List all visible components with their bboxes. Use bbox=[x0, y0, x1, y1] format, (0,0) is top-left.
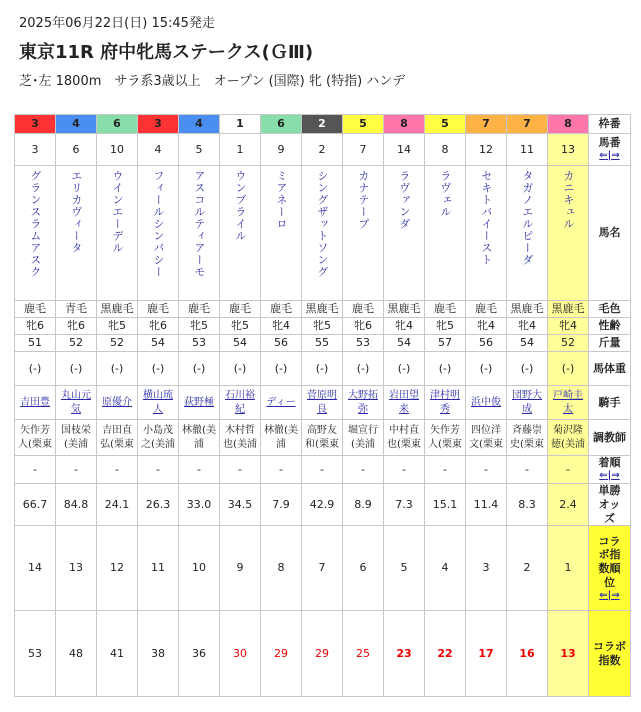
jockey-link[interactable]: 大野拓弥 bbox=[348, 390, 378, 415]
trainer-text: 四位洋文(栗東 bbox=[469, 425, 503, 450]
jockey-link[interactable]: 石川裕紀 bbox=[225, 390, 255, 415]
cell-body: (-) bbox=[138, 352, 179, 386]
cell-finish: - bbox=[425, 456, 466, 484]
cell-coat: 黒鹿毛 bbox=[302, 301, 343, 318]
jockey-link[interactable]: 丸山元気 bbox=[61, 390, 91, 415]
cell-waku: 7 bbox=[507, 115, 548, 134]
label-odds bbox=[589, 484, 631, 526]
index-value: 22 bbox=[437, 646, 453, 660]
cell-waku: 6 bbox=[97, 115, 138, 134]
cell-coat: 鹿毛 bbox=[343, 301, 384, 318]
cell-sexage: 牝5 bbox=[179, 318, 220, 335]
cell-rank: 4 bbox=[425, 526, 466, 611]
index-value: 23 bbox=[396, 646, 412, 660]
horse-name-link[interactable]: ウインエーデル bbox=[110, 170, 124, 254]
label-jockey bbox=[589, 386, 631, 420]
cell-body: (-) bbox=[302, 352, 343, 386]
row-body bbox=[15, 352, 631, 386]
jockey-link[interactable]: 菅原明良 bbox=[307, 390, 337, 415]
cell-trainer[interactable] bbox=[220, 420, 261, 456]
cell-name[interactable] bbox=[466, 166, 507, 301]
cell-weight: 54 bbox=[138, 335, 179, 352]
cell-sexage: 牝5 bbox=[220, 318, 261, 335]
label-text: コラボ指数 bbox=[593, 640, 626, 667]
cell-weight: 55 bbox=[302, 335, 343, 352]
cell-body: (-) bbox=[220, 352, 261, 386]
cell-sexage: 牝4 bbox=[548, 318, 589, 335]
cell-trainer[interactable] bbox=[15, 420, 56, 456]
cell-umaban: 7 bbox=[343, 134, 384, 166]
label-text: 馬体重 bbox=[593, 361, 626, 375]
trainer-text: 堀宣行(美浦 bbox=[348, 425, 378, 450]
index-value: 17 bbox=[478, 646, 494, 660]
cell-odds: 2.4 bbox=[548, 484, 589, 526]
cell-waku: 7 bbox=[466, 115, 507, 134]
cell-finish: - bbox=[179, 456, 220, 484]
label-text: 斤量 bbox=[598, 336, 621, 350]
label-text: 枠番 bbox=[598, 117, 621, 131]
index-value: 41 bbox=[110, 646, 124, 660]
cell-sexage: 牝5 bbox=[97, 318, 138, 335]
sort-nav-link[interactable]: ⇐|⇒ bbox=[599, 470, 620, 482]
trainer-text: 中村直也(栗東 bbox=[387, 425, 421, 450]
cell-rank: 6 bbox=[343, 526, 384, 611]
cell-umaban: 14 bbox=[384, 134, 425, 166]
cell-coat: 青毛 bbox=[56, 301, 97, 318]
cell-coat: 鹿毛 bbox=[15, 301, 56, 318]
cell-body: (-) bbox=[56, 352, 97, 386]
cell-sexage: 牝5 bbox=[425, 318, 466, 335]
cell-waku: 5 bbox=[343, 115, 384, 134]
cell-umaban: 2 bbox=[302, 134, 343, 166]
cell-rank: 9 bbox=[220, 526, 261, 611]
cell-body: (-) bbox=[179, 352, 220, 386]
cell-weight: 52 bbox=[56, 335, 97, 352]
label-weight bbox=[589, 335, 631, 352]
cell-waku: 1 bbox=[220, 115, 261, 134]
cell-weight: 54 bbox=[507, 335, 548, 352]
cell-finish: - bbox=[507, 456, 548, 484]
index-value: 36 bbox=[192, 646, 206, 660]
cell-weight: 51 bbox=[15, 335, 56, 352]
label-text: 毛色 bbox=[598, 302, 621, 316]
label-sexage bbox=[589, 318, 631, 335]
cell-jockey[interactable] bbox=[15, 386, 56, 420]
cell-jockey[interactable] bbox=[261, 386, 302, 420]
cell-jockey[interactable] bbox=[138, 386, 179, 420]
cell-umaban: 11 bbox=[507, 134, 548, 166]
cell-finish: - bbox=[138, 456, 179, 484]
sort-nav-link[interactable]: ⇐|⇒ bbox=[599, 150, 620, 162]
cell-sexage: 牝4 bbox=[466, 318, 507, 335]
cell-coat: 黒鹿毛 bbox=[97, 301, 138, 318]
cell-odds: 26.3 bbox=[138, 484, 179, 526]
label-text: 着順 bbox=[598, 456, 621, 470]
cell-finish: - bbox=[220, 456, 261, 484]
entry-table bbox=[14, 114, 631, 697]
cell-sexage: 牝6 bbox=[343, 318, 384, 335]
race-conditions: 芝･左 1800m サラ系3歳以上 オープン (国際) 牝 (特指) ハンデ bbox=[19, 74, 406, 89]
index-value: 29 bbox=[315, 646, 329, 660]
cell-weight: 56 bbox=[466, 335, 507, 352]
cell-odds: 7.9 bbox=[261, 484, 302, 526]
cell-trainer[interactable] bbox=[343, 420, 384, 456]
jockey-link[interactable]: 吉田豊 bbox=[20, 396, 50, 408]
cell-weight: 57 bbox=[425, 335, 466, 352]
cell-trainer[interactable] bbox=[97, 420, 138, 456]
cell-rank: 13 bbox=[56, 526, 97, 611]
cell-body: (-) bbox=[97, 352, 138, 386]
horse-name-link[interactable]: セキトバイースト bbox=[479, 170, 493, 266]
cell-finish: - bbox=[97, 456, 138, 484]
label-waku bbox=[589, 115, 631, 134]
sort-nav-link[interactable]: ⇐|⇒ bbox=[599, 589, 620, 601]
cell-finish: - bbox=[384, 456, 425, 484]
cell-index bbox=[15, 611, 56, 697]
cell-finish: - bbox=[15, 456, 56, 484]
label-trainer bbox=[589, 420, 631, 456]
trainer-text: 木村哲也(美浦 bbox=[223, 425, 257, 450]
cell-umaban: 12 bbox=[466, 134, 507, 166]
jockey-link[interactable]: 浜中俊 bbox=[471, 396, 501, 408]
cell-sexage: 牝6 bbox=[138, 318, 179, 335]
cell-finish: - bbox=[343, 456, 384, 484]
cell-waku: 6 bbox=[261, 115, 302, 134]
cell-rank: 11 bbox=[138, 526, 179, 611]
cell-jockey[interactable] bbox=[507, 386, 548, 420]
jockey-link[interactable]: 横山琉人 bbox=[143, 390, 173, 415]
cell-rank: 2 bbox=[507, 526, 548, 611]
cell-trainer[interactable] bbox=[507, 420, 548, 456]
trainer-text: 斉藤崇史(栗東 bbox=[510, 425, 544, 450]
row-jockey bbox=[15, 386, 631, 420]
cell-jockey[interactable] bbox=[343, 386, 384, 420]
cell-finish: - bbox=[466, 456, 507, 484]
cell-body: (-) bbox=[343, 352, 384, 386]
row-trainer bbox=[15, 420, 631, 456]
cell-sexage: 牝6 bbox=[15, 318, 56, 335]
cell-coat: 鹿毛 bbox=[425, 301, 466, 318]
label-text: 調教師 bbox=[593, 430, 626, 444]
cell-coat: 黒鹿毛 bbox=[507, 301, 548, 318]
horse-name-link[interactable]: カニキュル bbox=[561, 170, 575, 230]
cell-odds: 11.4 bbox=[466, 484, 507, 526]
jockey-link[interactable]: 荻野極 bbox=[184, 396, 214, 408]
cell-name[interactable] bbox=[179, 166, 220, 301]
jockey-link[interactable]: 団野大成 bbox=[512, 390, 542, 415]
cell-coat: 鹿毛 bbox=[261, 301, 302, 318]
race-date: 2025年06月22日(日) 15:45発走 bbox=[19, 16, 215, 31]
cell-body: (-) bbox=[425, 352, 466, 386]
cell-name[interactable] bbox=[15, 166, 56, 301]
cell-index bbox=[138, 611, 179, 697]
cell-odds: 33.0 bbox=[179, 484, 220, 526]
cell-trainer[interactable] bbox=[261, 420, 302, 456]
horse-name-link[interactable]: タガノエルピーダ bbox=[520, 170, 534, 266]
trainer-text: 林徹(美浦 bbox=[264, 425, 298, 450]
cell-coat: 黒鹿毛 bbox=[548, 301, 589, 318]
cell-name[interactable] bbox=[548, 166, 589, 301]
cell-weight: 54 bbox=[220, 335, 261, 352]
cell-umaban: 4 bbox=[138, 134, 179, 166]
cell-name[interactable] bbox=[425, 166, 466, 301]
cell-waku: 3 bbox=[15, 115, 56, 134]
cell-jockey[interactable] bbox=[425, 386, 466, 420]
row-odds bbox=[15, 484, 631, 526]
cell-waku: 8 bbox=[384, 115, 425, 134]
horse-name-link[interactable]: エリカヴィータ bbox=[69, 170, 83, 254]
row-rank bbox=[15, 526, 631, 611]
cell-odds: 84.8 bbox=[56, 484, 97, 526]
label-coat bbox=[589, 301, 631, 318]
cell-index bbox=[548, 611, 589, 697]
cell-name[interactable] bbox=[220, 166, 261, 301]
horse-name-link[interactable]: フィールシンパシー bbox=[151, 170, 165, 278]
cell-jockey[interactable] bbox=[302, 386, 343, 420]
cell-body: (-) bbox=[384, 352, 425, 386]
label-text: 騎手 bbox=[598, 395, 621, 409]
cell-coat: 鹿毛 bbox=[179, 301, 220, 318]
cell-body: (-) bbox=[466, 352, 507, 386]
row-umaban bbox=[15, 134, 631, 166]
cell-index bbox=[425, 611, 466, 697]
cell-umaban: 8 bbox=[425, 134, 466, 166]
cell-jockey[interactable] bbox=[97, 386, 138, 420]
index-value: 16 bbox=[519, 646, 535, 660]
cell-body: (-) bbox=[507, 352, 548, 386]
trainer-text: 矢作芳人(栗東 bbox=[428, 425, 462, 450]
label-text: 性齢 bbox=[598, 319, 621, 333]
cell-index bbox=[56, 611, 97, 697]
cell-jockey[interactable] bbox=[56, 386, 97, 420]
cell-weight: 53 bbox=[343, 335, 384, 352]
cell-index bbox=[466, 611, 507, 697]
cell-umaban: 3 bbox=[15, 134, 56, 166]
cell-waku: 3 bbox=[138, 115, 179, 134]
cell-rank: 5 bbox=[384, 526, 425, 611]
label-text: 馬番 bbox=[598, 136, 621, 150]
cell-umaban: 1 bbox=[220, 134, 261, 166]
row-sexage bbox=[15, 318, 631, 335]
trainer-text: 国枝栄(美浦 bbox=[61, 425, 91, 450]
cell-index bbox=[507, 611, 548, 697]
cell-finish: - bbox=[56, 456, 97, 484]
trainer-text: 林徹(美浦 bbox=[182, 425, 216, 450]
race-title: 東京11R 府中牝馬ステークス(ＧⅢ) bbox=[19, 42, 314, 63]
cell-trainer[interactable] bbox=[384, 420, 425, 456]
cell-index bbox=[343, 611, 384, 697]
cell-waku: 8 bbox=[548, 115, 589, 134]
cell-coat: 鹿毛 bbox=[466, 301, 507, 318]
cell-odds: 34.5 bbox=[220, 484, 261, 526]
cell-index bbox=[97, 611, 138, 697]
label-finish bbox=[589, 456, 631, 484]
row-weight bbox=[15, 335, 631, 352]
cell-finish: - bbox=[261, 456, 302, 484]
cell-trainer[interactable] bbox=[179, 420, 220, 456]
cell-rank: 10 bbox=[179, 526, 220, 611]
cell-jockey[interactable] bbox=[220, 386, 261, 420]
cell-rank: 12 bbox=[97, 526, 138, 611]
trainer-text: 小島茂之(美浦 bbox=[141, 425, 175, 450]
cell-index bbox=[261, 611, 302, 697]
cell-weight: 52 bbox=[548, 335, 589, 352]
cell-finish: - bbox=[302, 456, 343, 484]
horse-name-link[interactable]: ウンブライル bbox=[233, 170, 247, 242]
jockey-link[interactable]: 戸崎圭太 bbox=[553, 390, 583, 415]
label-text: 単勝オッズ bbox=[598, 484, 621, 525]
cell-odds: 24.1 bbox=[97, 484, 138, 526]
cell-jockey[interactable] bbox=[384, 386, 425, 420]
cell-waku: 5 bbox=[425, 115, 466, 134]
jockey-link[interactable]: ディー bbox=[266, 396, 296, 408]
cell-weight: 53 bbox=[179, 335, 220, 352]
cell-name[interactable] bbox=[56, 166, 97, 301]
cell-name[interactable] bbox=[261, 166, 302, 301]
row-waku bbox=[15, 115, 631, 134]
cell-umaban: 10 bbox=[97, 134, 138, 166]
trainer-text: 菊沢隆徳(美浦 bbox=[551, 425, 585, 450]
row-name bbox=[15, 166, 631, 301]
row-finish bbox=[15, 456, 631, 484]
cell-waku: 4 bbox=[179, 115, 220, 134]
cell-name[interactable] bbox=[97, 166, 138, 301]
cell-weight: 54 bbox=[384, 335, 425, 352]
cell-waku: 2 bbox=[302, 115, 343, 134]
cell-sexage: 牝4 bbox=[261, 318, 302, 335]
cell-odds: 42.9 bbox=[302, 484, 343, 526]
cell-rank: 8 bbox=[261, 526, 302, 611]
index-value: 38 bbox=[151, 646, 165, 660]
index-value: 13 bbox=[560, 646, 576, 660]
label-name bbox=[589, 166, 631, 301]
horse-name-link[interactable]: ミアネーロ bbox=[274, 170, 288, 230]
cell-weight: 56 bbox=[261, 335, 302, 352]
cell-sexage: 牝4 bbox=[507, 318, 548, 335]
cell-trainer[interactable] bbox=[425, 420, 466, 456]
label-index bbox=[589, 611, 631, 697]
cell-odds: 7.3 bbox=[384, 484, 425, 526]
horse-name-link[interactable]: シングザットソング bbox=[315, 170, 329, 278]
jockey-link[interactable]: 岩田望来 bbox=[389, 390, 419, 415]
cell-odds: 15.1 bbox=[425, 484, 466, 526]
cell-umaban: 6 bbox=[56, 134, 97, 166]
cell-index bbox=[384, 611, 425, 697]
cell-odds: 66.7 bbox=[15, 484, 56, 526]
cell-jockey[interactable] bbox=[179, 386, 220, 420]
cell-name[interactable] bbox=[384, 166, 425, 301]
index-value: 53 bbox=[28, 646, 42, 660]
cell-index bbox=[220, 611, 261, 697]
cell-umaban: 13 bbox=[548, 134, 589, 166]
cell-waku: 4 bbox=[56, 115, 97, 134]
jockey-link[interactable]: 原優介 bbox=[102, 396, 132, 408]
cell-coat: 黒鹿毛 bbox=[384, 301, 425, 318]
cell-jockey[interactable] bbox=[548, 386, 589, 420]
cell-jockey[interactable] bbox=[466, 386, 507, 420]
cell-sexage: 牝6 bbox=[56, 318, 97, 335]
cell-coat: 鹿毛 bbox=[138, 301, 179, 318]
cell-sexage: 牝4 bbox=[384, 318, 425, 335]
horse-name-link[interactable]: アスコルティアーモ bbox=[192, 170, 206, 278]
cell-index bbox=[179, 611, 220, 697]
trainer-text: 吉田直弘(栗東 bbox=[100, 425, 134, 450]
horse-name-link[interactable]: ラヴェル bbox=[438, 170, 452, 218]
horse-name-link[interactable]: ラヴァンダ bbox=[397, 170, 411, 230]
cell-rank: 7 bbox=[302, 526, 343, 611]
cell-finish: - bbox=[548, 456, 589, 484]
cell-body: (-) bbox=[261, 352, 302, 386]
cell-trainer[interactable] bbox=[138, 420, 179, 456]
cell-umaban: 5 bbox=[179, 134, 220, 166]
index-value: 30 bbox=[233, 646, 247, 660]
cell-trainer[interactable] bbox=[56, 420, 97, 456]
cell-weight: 52 bbox=[97, 335, 138, 352]
trainer-text: 高野友和(栗東 bbox=[305, 425, 339, 450]
row-coat bbox=[15, 301, 631, 318]
cell-sexage: 牝5 bbox=[302, 318, 343, 335]
cell-odds: 8.9 bbox=[343, 484, 384, 526]
horse-name-link[interactable]: カナテープ bbox=[356, 170, 370, 230]
cell-rank: 1 bbox=[548, 526, 589, 611]
cell-name[interactable] bbox=[343, 166, 384, 301]
cell-umaban: 9 bbox=[261, 134, 302, 166]
index-value: 25 bbox=[356, 646, 370, 660]
cell-name[interactable] bbox=[302, 166, 343, 301]
cell-trainer[interactable] bbox=[548, 420, 589, 456]
label-rank bbox=[589, 526, 631, 611]
cell-rank: 14 bbox=[15, 526, 56, 611]
cell-body: (-) bbox=[15, 352, 56, 386]
label-body bbox=[589, 352, 631, 386]
cell-body: (-) bbox=[548, 352, 589, 386]
horse-name-link[interactable]: グランスラムアスク bbox=[28, 170, 42, 278]
cell-name[interactable] bbox=[507, 166, 548, 301]
row-index bbox=[15, 611, 631, 697]
cell-index bbox=[302, 611, 343, 697]
cell-coat: 鹿毛 bbox=[220, 301, 261, 318]
cell-trainer[interactable] bbox=[302, 420, 343, 456]
cell-name[interactable] bbox=[138, 166, 179, 301]
index-value: 48 bbox=[69, 646, 83, 660]
label-text: 馬名 bbox=[598, 226, 621, 240]
cell-rank: 3 bbox=[466, 526, 507, 611]
trainer-text: 矢作芳人(栗東 bbox=[18, 425, 52, 450]
label-text: コラボ指数順位 bbox=[598, 534, 621, 589]
cell-odds: 8.3 bbox=[507, 484, 548, 526]
jockey-link[interactable]: 津村明秀 bbox=[430, 390, 460, 415]
index-value: 29 bbox=[274, 646, 288, 660]
cell-trainer[interactable] bbox=[466, 420, 507, 456]
label-umaban bbox=[589, 134, 631, 166]
